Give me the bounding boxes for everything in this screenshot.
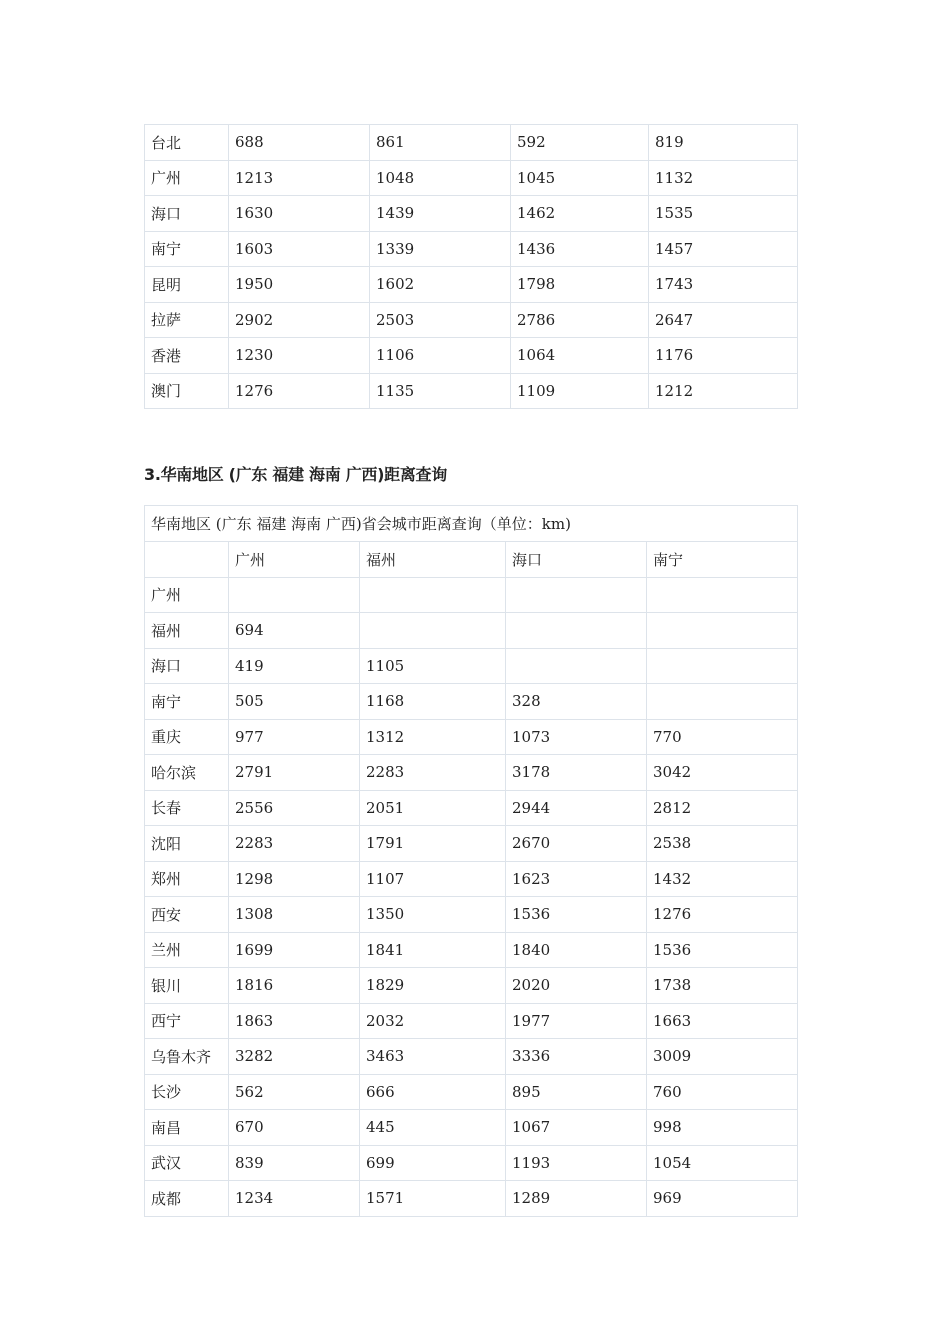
south-china-distance-table [144,505,798,1217]
table-header-row [145,542,798,578]
distance-cell: 2032 [360,1003,506,1039]
table-row [145,1181,798,1217]
distance-cell [229,577,360,613]
distance-table-continued [144,124,798,409]
distance-cell: 1571 [360,1181,506,1217]
distance-cell: 1829 [360,968,506,1004]
distance-cell: 3042 [647,755,798,791]
distance-cell: 1106 [370,338,511,374]
distance-cell: 3178 [506,755,647,791]
distance-cell: 1603 [229,231,370,267]
city-name-cell: 昆明 [145,267,229,303]
distance-cell: 1432 [647,861,798,897]
distance-cell: 1230 [229,338,370,374]
distance-cell: 839 [229,1145,360,1181]
city-name-cell: 台北 [145,125,229,161]
distance-cell: 3009 [647,1039,798,1075]
distance-cell [647,577,798,613]
distance-cell: 1298 [229,861,360,897]
distance-cell: 2503 [370,302,511,338]
table-row [145,684,798,720]
distance-cell: 445 [360,1110,506,1146]
city-name-cell: 西安 [145,897,229,933]
distance-cell [647,684,798,720]
distance-cell: 666 [360,1074,506,1110]
distance-cell: 1798 [511,267,649,303]
distance-cell: 2051 [360,790,506,826]
table-row [145,755,798,791]
distance-cell: 1234 [229,1181,360,1217]
distance-cell: 419 [229,648,360,684]
city-name-cell: 银川 [145,968,229,1004]
distance-cell: 3463 [360,1039,506,1075]
city-name-cell: 长沙 [145,1074,229,1110]
city-name-cell: 乌鲁木齐 [145,1039,229,1075]
distance-cell: 1536 [506,897,647,933]
distance-cell: 1045 [511,160,649,196]
header-cell [145,542,229,578]
table-row [145,1145,798,1181]
distance-cell: 592 [511,125,649,161]
distance-cell: 1054 [647,1145,798,1181]
distance-cell: 1105 [360,648,506,684]
header-cell: 福州 [360,542,506,578]
distance-cell: 2791 [229,755,360,791]
distance-cell: 1536 [647,932,798,968]
distance-cell: 1308 [229,897,360,933]
distance-cell: 1841 [360,932,506,968]
distance-cell [647,648,798,684]
distance-cell: 1132 [649,160,798,196]
distance-cell: 688 [229,125,370,161]
city-name-cell: 沈阳 [145,826,229,862]
distance-cell: 699 [360,1145,506,1181]
city-name-cell: 哈尔滨 [145,755,229,791]
distance-cell: 1743 [649,267,798,303]
distance-cell [360,577,506,613]
distance-cell: 1840 [506,932,647,968]
distance-cell: 1176 [649,338,798,374]
table-row [145,577,798,613]
table-row [145,160,798,196]
city-name-cell: 广州 [145,160,229,196]
city-name-cell: 南昌 [145,1110,229,1146]
table-row [145,196,798,232]
city-name-cell: 郑州 [145,861,229,897]
distance-cell: 1816 [229,968,360,1004]
table-row [145,302,798,338]
distance-cell: 770 [647,719,798,755]
distance-cell: 694 [229,613,360,649]
distance-cell: 505 [229,684,360,720]
distance-cell: 895 [506,1074,647,1110]
table-caption-row [145,506,798,542]
distance-cell: 861 [370,125,511,161]
distance-cell: 3336 [506,1039,647,1075]
distance-cell: 1863 [229,1003,360,1039]
table-row [145,1110,798,1146]
city-name-cell: 南宁 [145,231,229,267]
distance-cell: 1699 [229,932,360,968]
table-row [145,719,798,755]
distance-cell: 1535 [649,196,798,232]
table-row [145,613,798,649]
city-name-cell: 重庆 [145,719,229,755]
table-row [145,932,798,968]
distance-cell: 1276 [229,373,370,409]
distance-cell [506,648,647,684]
distance-cell: 328 [506,684,647,720]
table-row [145,231,798,267]
distance-cell: 1436 [511,231,649,267]
city-name-cell: 拉萨 [145,302,229,338]
distance-cell: 1312 [360,719,506,755]
distance-cell: 1462 [511,196,649,232]
distance-cell: 1168 [360,684,506,720]
distance-cell [506,577,647,613]
distance-cell: 1212 [649,373,798,409]
distance-cell: 1602 [370,267,511,303]
city-name-cell: 澳门 [145,373,229,409]
distance-cell: 1064 [511,338,649,374]
distance-cell [506,613,647,649]
distance-cell [647,613,798,649]
distance-cell: 1630 [229,196,370,232]
distance-cell: 1439 [370,196,511,232]
distance-cell: 1289 [506,1181,647,1217]
distance-cell: 2020 [506,968,647,1004]
distance-cell: 2283 [360,755,506,791]
table-caption: 华南地区 (广东 福建 海南 广西)省会城市距离查询（单位：km) [145,506,798,542]
distance-cell: 2647 [649,302,798,338]
table-row [145,861,798,897]
header-cell: 南宁 [647,542,798,578]
distance-cell: 2902 [229,302,370,338]
distance-cell: 2944 [506,790,647,826]
distance-cell: 2538 [647,826,798,862]
distance-cell: 670 [229,1110,360,1146]
table-row [145,790,798,826]
city-name-cell: 福州 [145,613,229,649]
distance-cell: 562 [229,1074,360,1110]
table-row [145,1003,798,1039]
distance-cell: 1457 [649,231,798,267]
section-heading: 3.华南地区 (广东 福建 海南 广西)距离查询 [144,465,447,484]
distance-cell: 3282 [229,1039,360,1075]
distance-cell: 977 [229,719,360,755]
distance-cell: 2812 [647,790,798,826]
table-row [145,648,798,684]
table-row [145,1074,798,1110]
distance-cell: 1950 [229,267,370,303]
distance-cell: 1977 [506,1003,647,1039]
distance-cell: 1135 [370,373,511,409]
distance-cell: 760 [647,1074,798,1110]
distance-cell: 2670 [506,826,647,862]
distance-cell: 1663 [647,1003,798,1039]
city-name-cell: 海口 [145,196,229,232]
city-name-cell: 西宁 [145,1003,229,1039]
distance-cell: 1107 [360,861,506,897]
distance-cell: 1067 [506,1110,647,1146]
city-name-cell: 海口 [145,648,229,684]
distance-cell: 1738 [647,968,798,1004]
table-row [145,826,798,862]
distance-cell: 969 [647,1181,798,1217]
distance-cell: 1623 [506,861,647,897]
distance-cell: 1350 [360,897,506,933]
distance-cell: 1073 [506,719,647,755]
distance-cell: 1213 [229,160,370,196]
city-name-cell: 广州 [145,577,229,613]
table-row [145,267,798,303]
distance-cell: 998 [647,1110,798,1146]
distance-cell: 2556 [229,790,360,826]
distance-cell: 1276 [647,897,798,933]
distance-cell: 1109 [511,373,649,409]
table-body [145,125,798,409]
table-row [145,1039,798,1075]
distance-cell: 1193 [506,1145,647,1181]
table-row [145,968,798,1004]
header-cell: 广州 [229,542,360,578]
city-name-cell: 南宁 [145,684,229,720]
city-name-cell: 兰州 [145,932,229,968]
distance-cell: 2786 [511,302,649,338]
distance-cell [360,613,506,649]
distance-cell: 819 [649,125,798,161]
city-name-cell: 长春 [145,790,229,826]
table-row [145,373,798,409]
table-row [145,338,798,374]
distance-cell: 1339 [370,231,511,267]
distance-cell: 1791 [360,826,506,862]
header-cell: 海口 [506,542,647,578]
distance-cell: 2283 [229,826,360,862]
table-row [145,897,798,933]
distance-cell: 1048 [370,160,511,196]
table-row [145,125,798,161]
city-name-cell: 香港 [145,338,229,374]
table-body [145,506,798,1217]
city-name-cell: 成都 [145,1181,229,1217]
city-name-cell: 武汉 [145,1145,229,1181]
